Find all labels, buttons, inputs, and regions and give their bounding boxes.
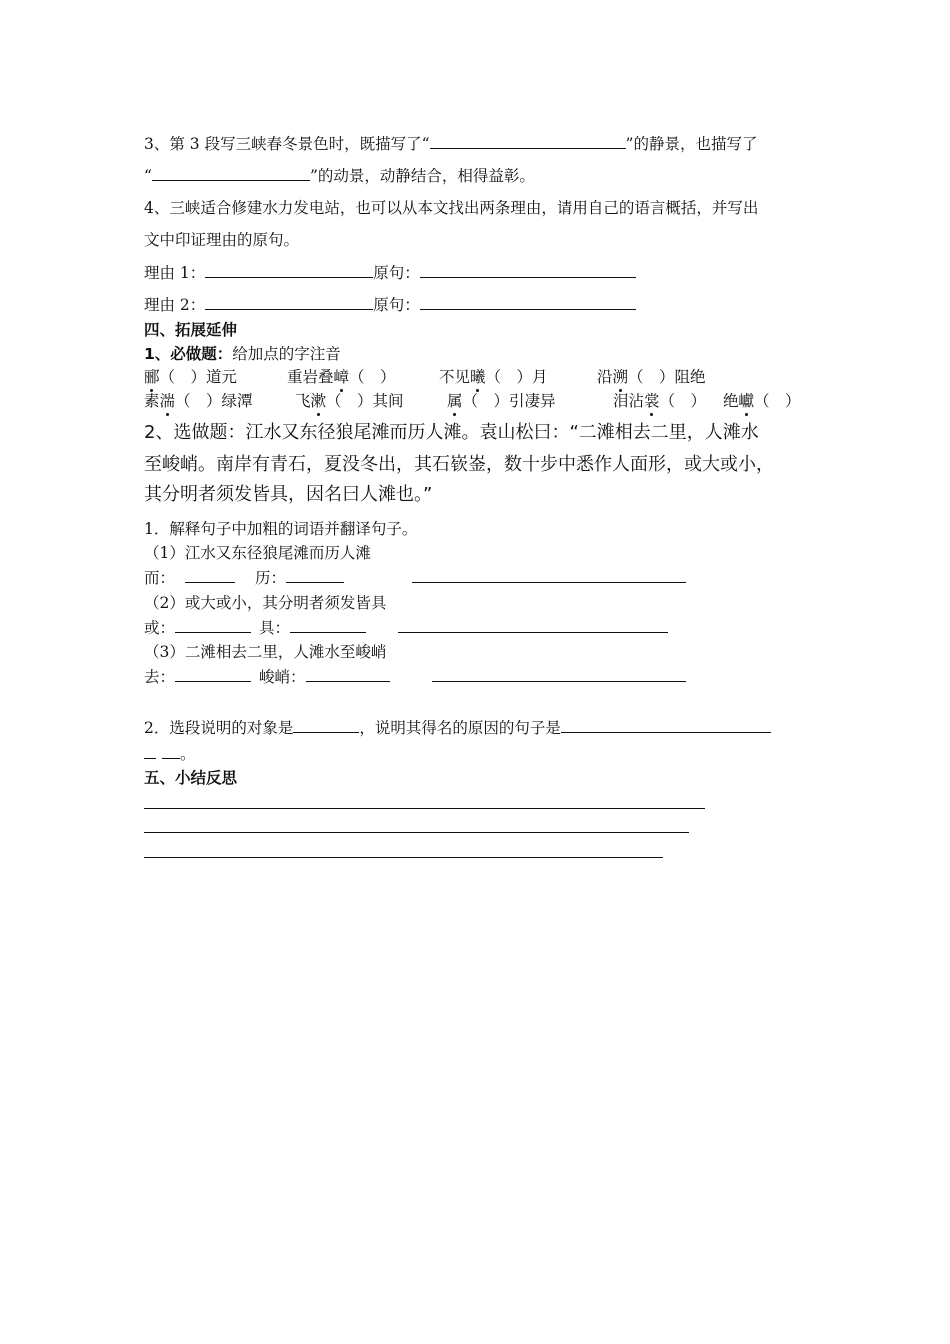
answer-blank[interactable]: [185, 568, 235, 583]
reason2-blank[interactable]: [205, 295, 373, 310]
q4-reason1-row: [144, 263, 636, 283]
pinyin-item: 素湍（ ）绿潭: [144, 392, 253, 410]
quote1-label: 原句：: [373, 264, 420, 282]
answer-blank[interactable]: [290, 618, 366, 633]
required-label: 1、必做题：: [144, 345, 233, 363]
pinyin-item: 重岩叠嶂（ ）: [287, 368, 396, 386]
q3-static-blank[interactable]: [430, 134, 626, 149]
sentence-1: （1）江水又东径狼尾滩而历人滩: [144, 544, 371, 562]
word-label: 去：: [144, 668, 176, 686]
dotted-char: 曦: [470, 368, 486, 386]
sub-q1: 1．解释句子中加粗的词语并翻译句子。: [144, 520, 418, 538]
quote1-blank[interactable]: [420, 263, 636, 278]
translation-blank[interactable]: [432, 667, 686, 682]
sentence-3: （3）二滩相去二里，人滩水至峻峭: [144, 643, 387, 661]
q2-text-a: 2．选段说明的对象是: [144, 719, 294, 737]
dotted-char: 郦: [144, 368, 160, 386]
dotted-char: 湍: [159, 392, 176, 410]
q3-quote-open: “: [144, 167, 152, 185]
pinyin-item: 不见曦（ ）月: [439, 368, 548, 386]
reason-sentence-blank[interactable]: [561, 718, 771, 733]
sub-q2-line1: [144, 718, 771, 738]
sentence-3-answers: [144, 667, 686, 687]
answer-blank[interactable]: [306, 667, 390, 682]
pinyin-item: 飞漱（ ）其间: [295, 392, 404, 410]
answer-blank[interactable]: [175, 618, 251, 633]
pinyin-row-1: [144, 367, 706, 387]
reason1-label: 理由 1：: [144, 264, 206, 282]
q4-line1: 4、三峡适合修建水力发电站，也可以从本文找出两条理由，请用自己的语言概括，并写出: [144, 199, 759, 217]
reason-sentence-blank-cont[interactable]: [144, 744, 156, 759]
q4-line2: 文中印证理由的原句。: [144, 231, 300, 249]
pinyin-item: 郦（ ）道元: [144, 368, 238, 386]
reason1-blank[interactable]: [205, 263, 373, 278]
reflection-line[interactable]: [144, 808, 705, 809]
sentence-2-answers: [144, 618, 668, 638]
q3-line2: [144, 166, 535, 186]
sentence-1-answers: [144, 568, 686, 588]
quote2-blank[interactable]: [420, 295, 636, 310]
sentence-2: （2）或大或小，其分明者须发皆具: [144, 594, 387, 612]
pinyin-item: 绝巘（ ）: [723, 392, 801, 410]
dotted-char: 属: [447, 392, 463, 410]
pinyin-item: 沿溯（ ）阻绝: [597, 368, 706, 386]
dotted-char: 漱: [310, 392, 327, 410]
pinyin-row-2: [144, 391, 801, 411]
q3-line1: [144, 134, 757, 154]
dotted-char: 裳: [644, 392, 660, 410]
q3-text-a: 3、第 3 段写三峡春冬景色时，既描写了“: [144, 135, 430, 153]
pinyin-item: 属（ ）引凄异: [447, 392, 556, 410]
dotted-char: 巘: [738, 392, 755, 410]
sub-q2-line2: [144, 744, 196, 764]
pinyin-item: 泪沾裳（ ）: [613, 392, 707, 410]
word-label: 历：: [255, 569, 287, 587]
q3-text-c: ”的动景，动静结合，相得益彰。: [309, 167, 535, 185]
passage-text-1: 江水又东径狼尾滩而历人滩。袁山松曰：“二滩相去二里，人滩水: [245, 422, 759, 443]
translation-blank[interactable]: [398, 618, 668, 633]
answer-blank[interactable]: [175, 667, 251, 682]
reason2-label: 理由 2：: [144, 296, 206, 314]
dotted-char: 溯: [612, 368, 629, 386]
word-label: 具：: [259, 619, 291, 637]
reflection-line[interactable]: [144, 857, 663, 858]
required-question: [144, 344, 341, 364]
word-label: 峻峭：: [259, 668, 306, 686]
q4-reason2-row: [144, 295, 636, 315]
dotted-char: 嶂: [333, 368, 350, 386]
section4-heading: 四、拓展延伸: [144, 321, 238, 339]
q2-end: 。: [180, 745, 196, 763]
quote2-label: 原句：: [373, 296, 420, 314]
passage-line-3: 其分明者须发皆具，因名曰人滩也。”: [144, 484, 433, 505]
section5-heading: 五、小结反思: [144, 769, 238, 787]
reflection-line[interactable]: [144, 832, 689, 833]
q3-dynamic-blank[interactable]: [152, 166, 310, 181]
passage-line-1: [144, 421, 759, 445]
answer-blank[interactable]: [286, 568, 344, 583]
object-blank[interactable]: [293, 718, 359, 733]
required-text: 给加点的字注音: [232, 345, 341, 363]
elective-label: 2、选做题：: [144, 422, 246, 443]
word-label: 或：: [144, 619, 176, 637]
q3-text-b: ”的静景，也描写了: [625, 135, 758, 153]
reason-sentence-blank-cont[interactable]: [162, 744, 180, 759]
word-label: 而：: [144, 569, 176, 587]
translation-blank[interactable]: [412, 568, 686, 583]
passage-line-2: 至峻峭。南岸有青石，夏没冬出，其石嵚崟，数十步中悉作人面形，或大或小，: [144, 454, 774, 475]
q2-text-b: ，说明其得名的原因的句子是: [359, 719, 561, 737]
